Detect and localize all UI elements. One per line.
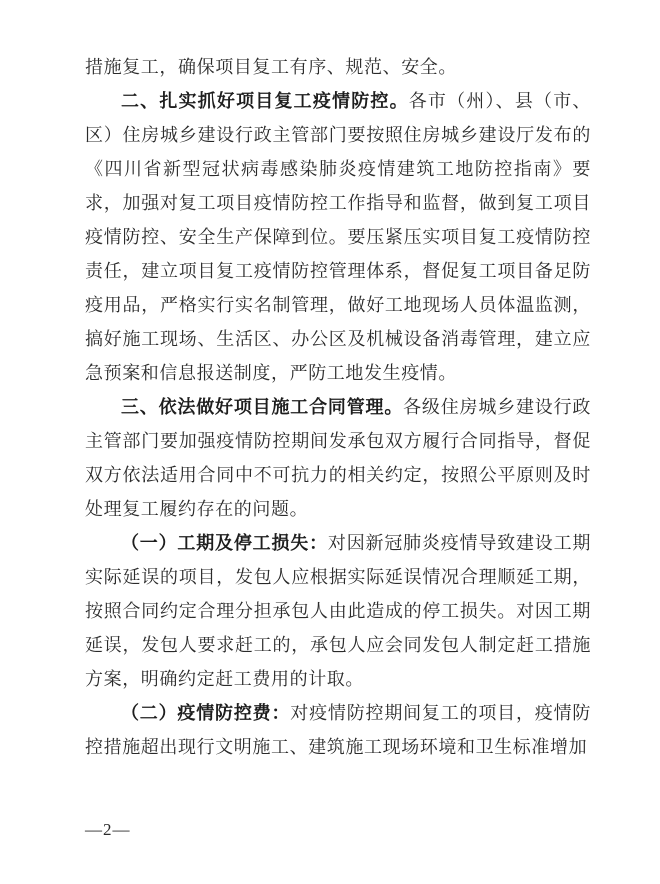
- paragraph-lead: 三、依法做好项目施工合同管理。: [121, 397, 404, 417]
- paragraph-lead: 二、扎实抓好项目复工疫情防控。: [121, 91, 409, 111]
- paragraph: [85, 84, 591, 390]
- paragraph-text: 各市（州）、县（市、区）住房城乡建设行政主管部门要按照住房城乡建设厅发布的《四川省新型冠状病毒感染肺炎疫情建筑工地防控指南》要求，加强对复工项目疫情防控工作指导和监督，做到复工项目疫情防控、安全生产保障到位。要压紧压实项目复工疫情防控责任，建立项目复工疫情防控管理体系，督促复工项目备足防疫用品，严格实行实名制管理，做好工地现场人员体温监测，搞好施工现场、生活区、办公区及机械设备消毒管理，建立应急预案和信息报送制度，严防工地发生疫情。: [85, 91, 591, 383]
- paragraph: [85, 696, 591, 764]
- paragraph-text: 各级住房城乡建设行政主管部门要加强疫情防控期间发承包双方履行合同指导，督促双方依法适用合同中不可抗力的相关约定，按照公平原则及时处理复工履约存在的问题。: [85, 397, 591, 519]
- paragraph-text: 措施复工，确保项目复工有序、规范、安全。: [85, 57, 457, 77]
- paragraph-text: 对疫情防控期间复工的项目，疫情防控措施超出现行文明施工、建筑施工现场环境和卫生标准增加: [85, 703, 591, 757]
- paragraph-lead: （一）工期及停工损失：: [121, 533, 328, 553]
- paragraph-lead: （二）疫情防控费：: [121, 703, 291, 723]
- paragraph: [85, 526, 591, 696]
- document-body: [85, 50, 591, 764]
- paragraph: [85, 50, 591, 84]
- paragraph-text: 对因新冠肺炎疫情导致建设工期实际延误的项目，发包人应根据实际延误情况合理顺延工期，按照合同约定合理分担承包人由此造成的停工损失。对因工期延误，发包人要求赶工的，承包人应会同发包人制定赶工措施方案，明确约定赶工费用的计取。: [85, 533, 591, 689]
- paragraph: [85, 390, 591, 526]
- page-number: —2—: [85, 820, 131, 839]
